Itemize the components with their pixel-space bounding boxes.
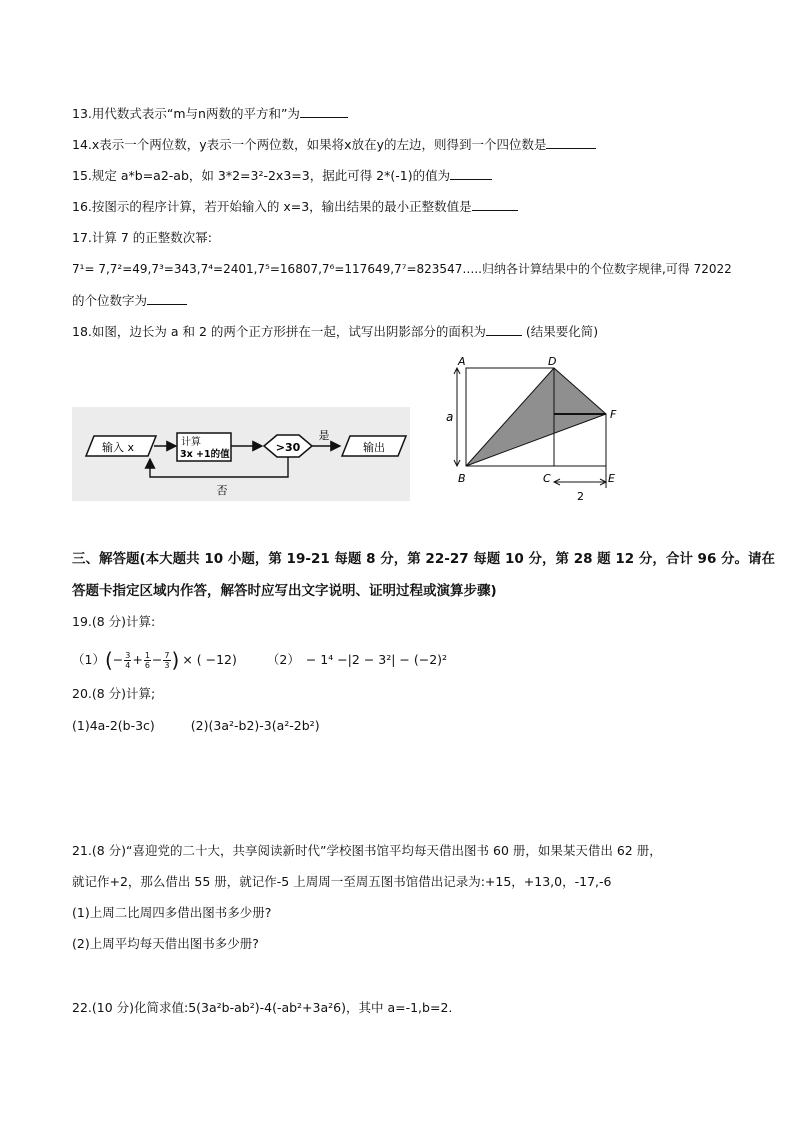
squares-figure: [442, 354, 634, 512]
q20-part-2: (2)(3a²-b2)-3(a²-2b²): [190, 718, 320, 733]
question-21-sub-2: (2)上周平均每天借出图书多少册?: [72, 936, 259, 951]
fraction-1: $\frac{3}{4}$: [125, 650, 131, 670]
question-18-note: (结果要化简): [525, 324, 599, 339]
section-3-heading-line-2: 答题卡指定区域内作答，解答时应写出文字说明、证明过程或演算步骤): [72, 583, 497, 599]
answer-blank: [300, 105, 348, 118]
no-label: 否: [216, 484, 228, 497]
label-F: F: [610, 408, 617, 421]
input-label: 输入 x: [101, 441, 135, 454]
question-15: [72, 167, 492, 184]
question-17-title: 17.计算 7 的正整数次幂:: [72, 230, 212, 245]
section-3-heading-line-1: 三、解答题(本大题共 10 小题，第 19-21 每题 8 分，第 22-27 每题 10 分，第 28 题 12 分，合计 96 分。请在: [72, 551, 776, 567]
answer-blank: [486, 323, 522, 336]
paren-right: ): [171, 648, 180, 672]
fraction-3: $\frac{7}{3}$: [164, 650, 170, 670]
program-flowchart: [72, 407, 410, 501]
output-label: 输出: [363, 441, 385, 454]
label-E: E: [608, 472, 615, 485]
question-14: [72, 136, 596, 153]
q19-minus: −: [112, 652, 124, 667]
q19-plus: +: [132, 652, 143, 667]
compute-label-1: 计算: [181, 437, 201, 448]
question-17-tail: [72, 292, 187, 309]
answer-blank: [546, 136, 596, 149]
question-18: [72, 323, 598, 340]
q19-part-1-label: （1）: [72, 652, 105, 667]
fraction-2: $\frac{1}{6}$: [144, 650, 150, 670]
answer-blank: [450, 167, 492, 180]
compute-label-2: 3x +1的值: [180, 449, 230, 460]
label-D: D: [548, 355, 557, 368]
question-21-line-1: 21.(8 分)“喜迎党的二十大，共享阅读新时代”学校图书馆平均每天借出图书 60 册，如果某天借出 62 册，: [72, 843, 662, 858]
question-19-title: 19.(8 分)计算:: [72, 614, 156, 629]
question-13-text: 13.用代数式表示“m与n两数的平方和”为: [72, 106, 300, 121]
question-13: [72, 105, 348, 122]
q20-part-1: (1)4a-2(b-3c): [72, 718, 155, 733]
question-19-parts: [72, 648, 447, 672]
question-17-powers: 7¹= 7,7²=49,7³=343,7⁴=2401,7⁵=16807,7⁶=117649,7⁷=823547…..归纳各计算结果中的个位数字规律,可得 72022: [72, 262, 732, 276]
q19-part-2-expr: − 1⁴ −|2 − 3²| − (−2)²: [305, 652, 448, 667]
question-20-parts: [72, 718, 320, 734]
yes-label: 是: [318, 429, 330, 442]
label-a: a: [446, 410, 454, 424]
condition-label: >30: [275, 441, 301, 454]
shaded-region: [466, 368, 606, 466]
question-22: 22.(10 分)化简求值:5(3a²b-ab²)-4(-ab²+3a²6)，其中 a=-1,b=2.: [72, 1000, 453, 1015]
question-14-text: 14.x表示一个两位数，y表示一个两位数，如果将x放在y的左边，则得到一个四位数是: [72, 137, 547, 152]
q19-part-2-label: （2）: [266, 652, 300, 667]
question-15-text: 15.规定 a*b=a2-ab，如 3*2=3²-2x3=3，据此可得 2*(-1)的值为: [72, 168, 451, 183]
label-A: A: [458, 355, 466, 368]
label-B: B: [458, 472, 466, 485]
question-17-tail-text: 的个位数字为: [72, 293, 148, 308]
question-21-line-2: 就记作+2，那么借出 55 册，就记作-5 上周周一至周五图书馆借出记录为:+15，+13,0，-17,-6: [72, 874, 612, 889]
paren-left: (: [104, 648, 113, 672]
question-20-title: 20.(8 分)计算;: [72, 686, 156, 701]
label-2: 2: [577, 490, 584, 503]
q19-part-1-tail: × ( −12): [182, 652, 237, 667]
question-18-text: 18.如图，边长为 a 和 2 的两个正方形拼在一起，试写出阴影部分的面积为: [72, 324, 486, 339]
squares-svg: [442, 354, 634, 512]
flowchart-svg: [72, 407, 410, 501]
answer-blank: [147, 292, 187, 305]
question-16-text: 16.按图示的程序计算，若开始输入的 x=3，输出结果的最小正整数值是: [72, 199, 472, 214]
question-16: [72, 198, 518, 215]
answer-blank: [472, 198, 518, 211]
label-C: C: [543, 472, 551, 485]
q19-minus-2: −: [151, 652, 163, 667]
question-21-sub-1: (1)上周二比周四多借出图书多少册?: [72, 905, 272, 920]
